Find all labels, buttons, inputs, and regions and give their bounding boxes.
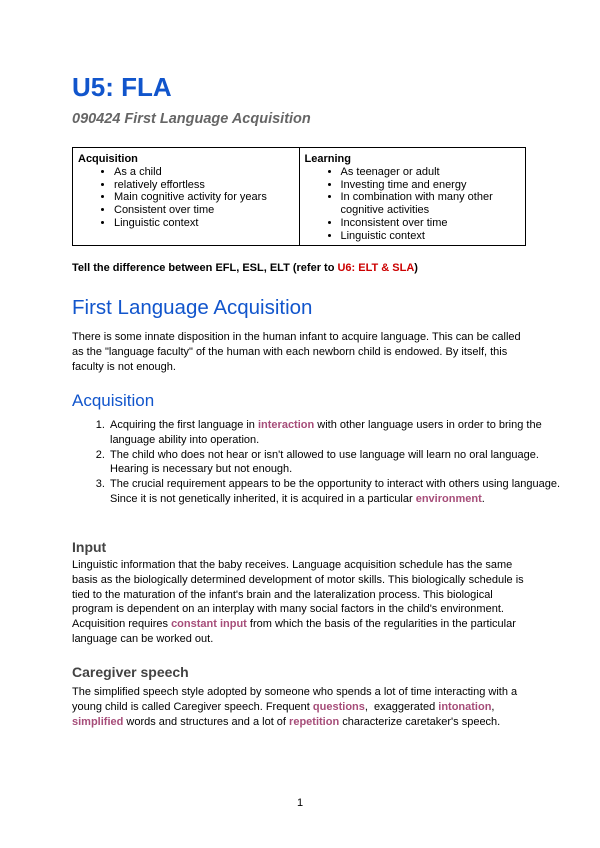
list-item: • Linguistic context: [341, 230, 522, 243]
list-item: • relatively effortless: [114, 179, 295, 192]
caregiver-paragraph: The simplified speech style adopted by someone who spends a lot of time interacting with a young child is called Caregiver speech. Frequent questions, exaggerated intonation, simplified words and structures and a lot of repetition characterize caretaker's speech.: [72, 686, 518, 728]
learning-column-heading: Learning: [304, 153, 351, 165]
highlight-term: simplified: [72, 715, 124, 728]
list-item: 3. The crucial requirement appears to be the opportunity to interact with others using language. Since it is not genetically inherited, it is acquired in a particular environment.: [108, 477, 564, 507]
section-heading-fla: First Language Acquisition: [72, 296, 313, 319]
section-heading-input: Input: [72, 539, 107, 555]
page-title: U5: FLA: [72, 72, 172, 102]
list-item: • As a child: [114, 166, 295, 179]
highlight-term: constant input: [171, 618, 247, 631]
highlight-term: questions: [312, 700, 365, 713]
list-item: 2. The child who does not hear or isn't allowed to use language will learn no oral language. Hearing is necessary but not enough.: [108, 448, 564, 478]
task-note: [72, 262, 418, 274]
acquisition-column: [73, 148, 300, 246]
acquisition-numbered-list: [72, 418, 564, 507]
learning-column: [299, 148, 526, 246]
list-item: • Linguistic context: [114, 217, 295, 230]
page-number: 1: [296, 797, 304, 809]
acquisition-list: [78, 166, 295, 230]
list-item: • Investing time and energy: [341, 179, 522, 192]
task-note-text: Tell the difference between EFL, ESL, ELT (refer to: [72, 262, 338, 274]
highlight-term: interaction: [257, 419, 315, 431]
list-item: • Consistent over time: [114, 204, 295, 217]
list-item: • Inconsistent over time: [341, 217, 522, 230]
unit-reference-link[interactable]: U6: ELT & SLA: [337, 262, 415, 274]
task-note-close: ): [414, 262, 418, 274]
acquisition-column-heading: Acquisition: [78, 153, 138, 165]
list-item: • In combination with many other cognitive activities: [341, 191, 522, 216]
input-paragraph: Linguistic information that the baby receives. Language acquisition schedule has the same basis as the biologically determined development of motor skills. This biologically schedule is tied to the maturation of the infant's brain and the lateralization process. This biological program is dependent on an interplay with many social factors in the child's environment. Acquisition requires constant input from which the basis of the regularities in the particular language can be worked out.: [72, 559, 524, 645]
comparison-table: [72, 147, 526, 246]
list-item: • Main cognitive activity for years: [114, 191, 295, 204]
list-item: • As teenager or adult: [341, 166, 522, 179]
highlight-term: repetition: [289, 715, 340, 728]
fla-paragraph: There is some innate disposition in the human infant to acquire language. This can be called as the "language faculty" of the human with each newborn child is endowed. By itself, this faculty is not enough.: [72, 331, 521, 373]
section-heading-caregiver-speech: Caregiver speech: [72, 664, 189, 680]
highlight-term: intonation: [438, 700, 492, 713]
highlight-term: environment: [415, 492, 482, 505]
page-subtitle: 090424 First Language Acquisition: [72, 111, 311, 127]
section-heading-acquisition: Acquisition: [72, 391, 155, 410]
learning-list: [305, 166, 522, 242]
list-item: 1. Acquiring the first language in interaction with other language users in order to bring the language ability into operation.: [108, 418, 564, 448]
